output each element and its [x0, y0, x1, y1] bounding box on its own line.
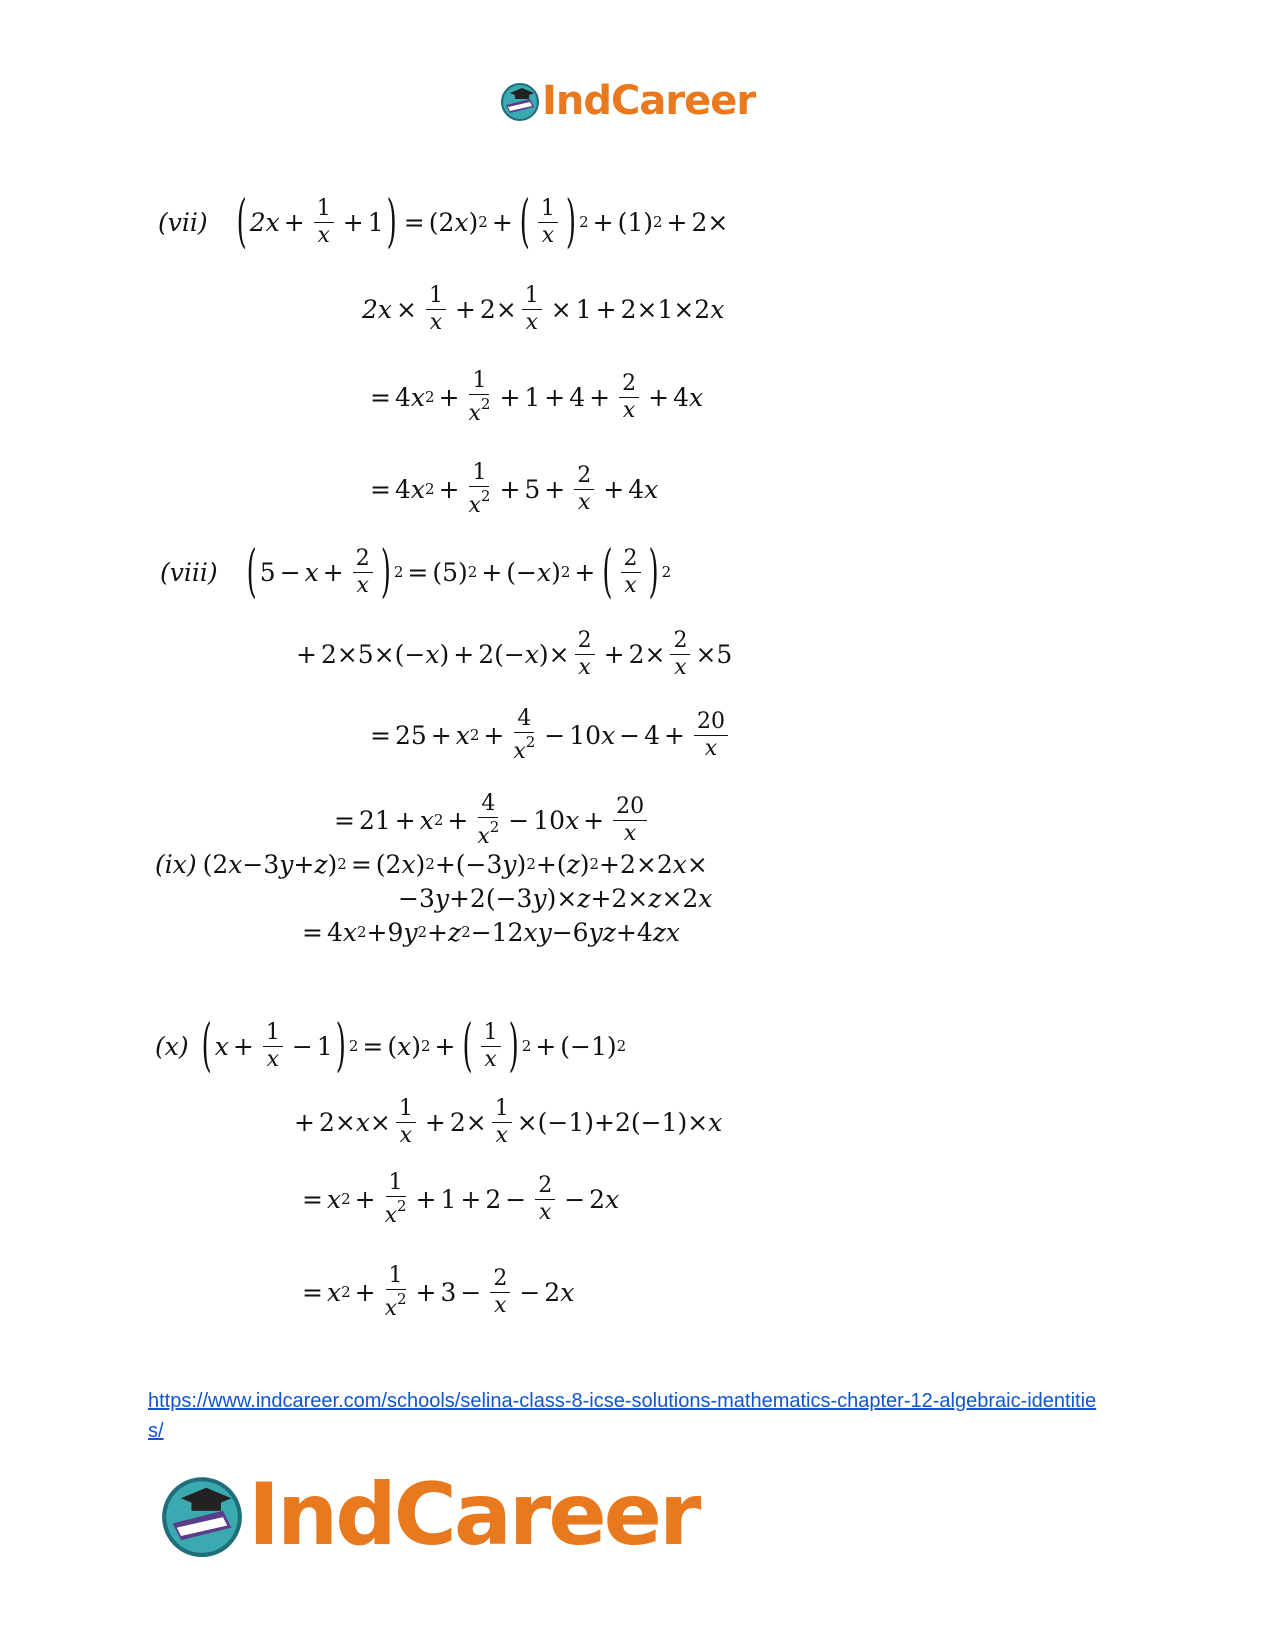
equation-ix-line2: −3 y +2(−3 y )× z +2× z ×2 x — [398, 884, 713, 913]
equation-ix-line3: = 4 x 2 +9 y 2 + z 2 −12 xy −6 yz +4 zx — [302, 918, 681, 947]
equation-ix-line1: (ix) (2 x −3 y + z ) 2 = (2 x ) 2 +(−3 y ) 2 +( z ) 2 +2×2 x × — [155, 850, 708, 879]
equation-x-line3: = x 2 + $\frac{1}{x^2}$ + 1 + 2 − $\frac{2}{x}$ − 2 x — [302, 1170, 620, 1228]
brand-name-large: IndCareer — [248, 1465, 699, 1565]
equation-vii-line1: (vii) ( 2x + $\frac{1}{x}$ + 1 ) = (2 x ) 2 + ( $\frac{1}{x}$ ) 2 + (1) 2 + 2× — [158, 189, 729, 256]
graduation-cap-book-icon — [160, 1473, 244, 1557]
problem-label-ix: (ix) — [155, 850, 197, 879]
header-logo — [500, 78, 755, 124]
equation-viii-line1: (viii) ( 5 − x + $\frac{2}{x}$ ) 2 = (5) 2 + (− x ) 2 + ( $\frac{2}{x}$ ) 2 — [160, 539, 672, 606]
equation-viii-line4: = 21 + x 2 + $\frac{4}{x^2}$ − 10 x + $\frac{20}{x}$ — [330, 793, 652, 848]
equation-vii-line4: = 4 x 2 + $\frac{1}{x^2}$ + 5 + $\frac{2}{x}$ + 4 x — [370, 460, 659, 518]
equation-vii-line3: = 4 x 2 + $\frac{1}{x^2}$ + 1 + 4 + $\frac{2}{x}$ + 4 x — [370, 368, 704, 426]
equation-vii-line2: 2x × $\frac{1}{x}$ + 2× $\frac{1}{x}$ × 1 + 2×1×2 x — [362, 283, 725, 335]
equation-viii-line2: + 2×5×(− x ) + 2(− x )× $\frac{2}{x}$ + 2× $\frac{2}{x}$ ×5 — [296, 628, 733, 680]
equation-x-line2: + 2× x × $\frac{1}{x}$ + 2× $\frac{1}{x}$ ×(−1)+2(−1)× x — [294, 1096, 723, 1148]
brand-name: IndCareer — [542, 78, 756, 124]
footer-logo — [160, 1465, 698, 1565]
equation-x-line1: (x) ( x + $\frac{1}{x}$ − 1 ) 2 = ( x ) 2 + ( $\frac{1}{x}$ ) 2 + (−1) 2 — [155, 1013, 627, 1080]
problem-label-viii: (viii) — [160, 558, 218, 587]
equation-x-line4: = x 2 + $\frac{1}{x^2}$ + 3 − $\frac{2}{x}$ − 2 x — [302, 1263, 575, 1321]
problem-label-vii: (vii) — [158, 208, 208, 237]
problem-label-x: (x) — [155, 1032, 189, 1061]
equation-viii-line3: = 25 + x 2 + $\frac{4}{x^2}$ − 10 x − 4 + $\frac{20}{x}$ — [366, 708, 733, 763]
graduation-cap-book-icon — [500, 81, 540, 121]
source-url-link[interactable]: https://www.indcareer.com/schools/selina-class-8-icse-solutions-mathematics-chapter-12-algebraic-identities/ — [148, 1390, 1097, 1442]
